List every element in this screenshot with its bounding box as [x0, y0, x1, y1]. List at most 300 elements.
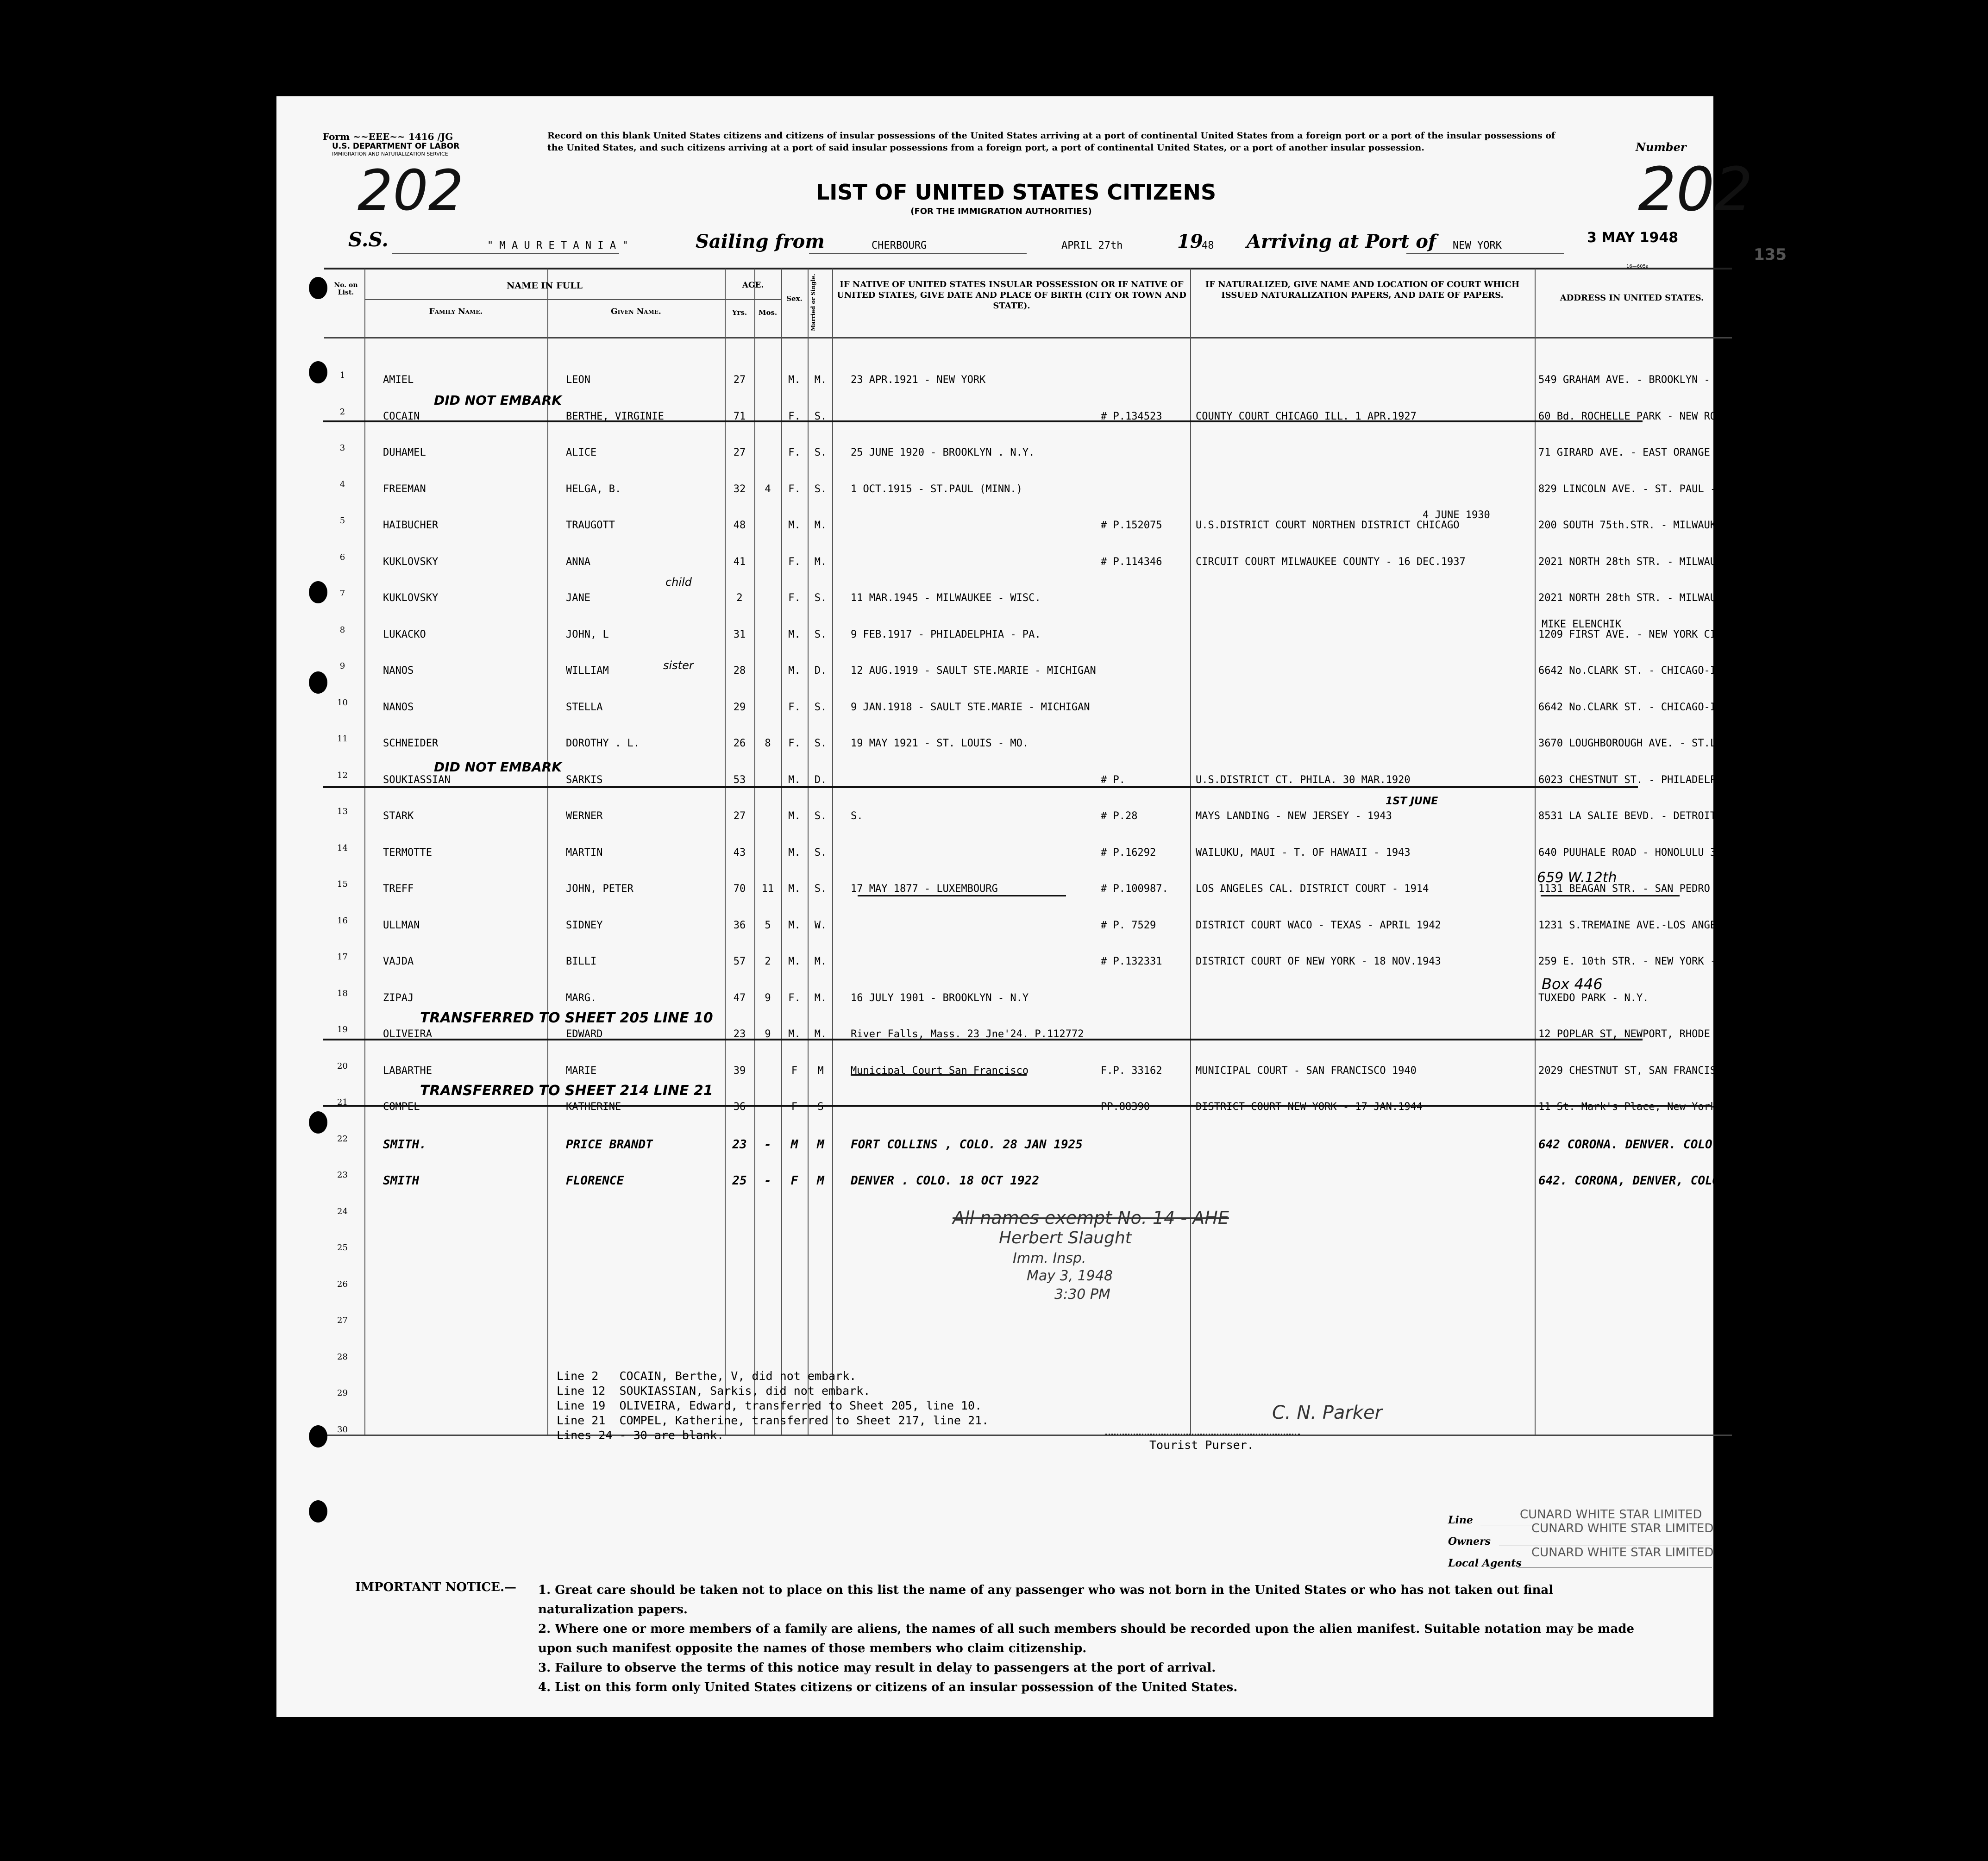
cell-sex: M. [788, 919, 801, 931]
cell-family: FREEMAN [383, 483, 426, 495]
cell-sex: M. [788, 1028, 801, 1040]
cell-yrs: 70 [733, 883, 746, 895]
cell-ms: M. [814, 992, 827, 1004]
cell-yrs: 36 [733, 919, 746, 931]
cell-ms: M [817, 1137, 824, 1152]
cell-sex: M. [788, 374, 801, 386]
cell-ms: M. [814, 956, 827, 967]
cell-no: 6 [339, 552, 345, 562]
cell-sex: F. [788, 447, 801, 458]
cell-ms: M [817, 1065, 824, 1077]
cell-yrs: 29 [733, 701, 746, 713]
cell-ms: M. [814, 520, 827, 531]
inspector-title: Imm. Insp. [1013, 1250, 1086, 1266]
cell-given: STELLA [566, 701, 603, 713]
binder-hole [309, 1425, 327, 1447]
cell-given: HELGA, B. [566, 483, 621, 495]
arrival-year: 19 [1728, 231, 1754, 252]
cell-family: OLIVEIRA [383, 1028, 432, 1040]
name-group-rule [364, 299, 754, 300]
form-instructions: Record on this blank United States citizens and citizens of insular possessions of the United States arriving at a port of continental United States from a foreign port or a port of the insular possessions of the United States, and such citizens arriving at a port of said insular possessions from a foreign port, a port of continental United States, or a port of another insular possession. [547, 131, 1555, 153]
cell-yrs: 26 [733, 738, 746, 749]
binder-hole [309, 1111, 327, 1134]
cell-mos: 9 [765, 992, 771, 1004]
cell-no: 19 [337, 1025, 348, 1034]
cell-given: LEON [566, 374, 590, 386]
cell-address: 71 GIRARD AVE. - EAST ORANGE - N.J [1538, 447, 1747, 458]
cell-birth: 9 JAN.1918 - SAULT STE.MARIE - MICHIGAN [851, 701, 1090, 713]
inspector-date: May 3, 1948 [1027, 1268, 1113, 1284]
cell-sex: M. [788, 883, 801, 895]
cell-no: 2 [339, 407, 345, 417]
binder-hole [309, 581, 327, 603]
strike-line-19 [323, 1039, 1643, 1040]
ship-name: " M A U R E T A N I A " [487, 240, 628, 251]
service-name: IMMIGRATION AND NATURALIZATION SERVICE [332, 151, 448, 157]
cell-family: LUKACKO [383, 628, 426, 640]
cell-no: 12 [337, 770, 348, 780]
cell-no: 4 [339, 479, 345, 489]
cell-no: 9 [339, 661, 345, 671]
department-name: U.S. DEPARTMENT OF LABOR [332, 142, 460, 151]
cell-birth: S. [851, 810, 863, 822]
purser-note-line: Lines 24 - 30 are blank. [557, 1429, 724, 1442]
cell-no: 18 [337, 988, 348, 998]
cell-yrs: 28 [733, 665, 746, 677]
cell-ms: S. [814, 701, 827, 713]
cell-birth: 9 FEB.1917 - PHILADELPHIA - PA. [851, 628, 1041, 640]
cell-family: SMITH [383, 1174, 420, 1188]
cell-sex: M. [788, 665, 801, 677]
number-label: Number [1636, 140, 1687, 154]
cell-no: 25 [337, 1243, 348, 1253]
col-months: Mos. [758, 308, 778, 317]
june-note-13: 1ST JUNE [1386, 796, 1438, 807]
cell-no: 22 [337, 1134, 348, 1144]
agents-stamp: CUNARD WHITE STAR LIMITED [1531, 1546, 1714, 1560]
arrival-port-rule [1406, 253, 1564, 254]
cell-address: 642 CORONA. DENVER. COLO. [1538, 1137, 1720, 1152]
cell-no: 23 [337, 1170, 348, 1180]
ss-label: S.S. [348, 228, 389, 251]
notice-item: 3. Failure to observe the terms of this notice may result in delay to passengers at the port of arrival. [538, 1661, 1216, 1675]
cell-family: ULLMAN [383, 919, 420, 931]
cell-yrs: 53 [733, 774, 746, 786]
cell-yrs: 23 [733, 1028, 746, 1040]
cell-mos: 9 [765, 1028, 771, 1040]
cell-birth: DENVER . COLO. 18 OCT 1922 [851, 1174, 1039, 1188]
age-group-rule [725, 299, 781, 300]
year-suffix: 48 [1202, 240, 1214, 251]
cell-family: STARK [383, 810, 414, 822]
cell-family: COMPEL [383, 1101, 420, 1113]
table-row [276, 1243, 1713, 1283]
cell-family: TERMOTTE [383, 846, 432, 858]
cell-given: PRICE BRANDT [566, 1137, 653, 1152]
cell-mos: - [764, 1137, 771, 1152]
arrival-port: NEW YORK [1453, 240, 1502, 251]
cell-birth: 25 JUNE 1920 - BROOKLYN . N.Y. [851, 447, 1035, 458]
cell-sex: F. [788, 592, 801, 604]
cell-no: 24 [337, 1206, 348, 1216]
strike-address-15 [1541, 895, 1680, 896]
cell-given: BERTHE, VIRGINIE [566, 410, 664, 422]
table-row [276, 770, 1772, 811]
cell-yrs: 2 [736, 592, 743, 604]
cell-passport: # P.16292 [1101, 846, 1156, 858]
sheet-number-left: 202 [357, 159, 464, 223]
cell-birth: 17 MAY 1877 - LUXEMBOURG [851, 883, 998, 895]
col-given-name: Given Name. [611, 307, 661, 316]
col-married-or-single: Married or Single. [810, 274, 816, 331]
cell-family: HAIBUCHER [383, 520, 439, 531]
manifest-sheet [276, 96, 1796, 1717]
cell-address: 2021 NORTH 28th STR. - MILWAUKEE - WISC. [1538, 592, 1784, 604]
cell-sex: M. [788, 520, 801, 531]
cell-address: 2029 CHESTNUT ST, SAN FRANCISCO, CALIF. [1538, 1065, 1778, 1077]
cell-family: DUHAMEL [383, 447, 426, 458]
cell-address: 12 POPLAR ST, NEWPORT, RHODE ISLAND [1538, 1028, 1753, 1040]
cell-sex: M. [788, 810, 801, 822]
address-fix-15: 659 W.12th [1537, 870, 1617, 886]
cell-family: SMITH. [383, 1137, 426, 1152]
purser-notes [557, 1369, 989, 1443]
purser-note-line: Line 2 COCAIN, Berthe, V, did not embark. [557, 1369, 857, 1383]
cell-address: 642. CORONA, DENVER, COLO. [1538, 1174, 1727, 1188]
purser-note-line: Line 12 SOUKIASSIAN, Sarkis, did not embark. [557, 1384, 871, 1397]
table-row [276, 443, 1747, 483]
table-row [276, 1170, 1727, 1210]
cell-sex: F. [788, 701, 801, 713]
strike-line-2 [323, 420, 1643, 422]
table-row [276, 843, 1753, 884]
cell-given: MARG. [566, 992, 597, 1004]
cell-no: 29 [337, 1388, 348, 1398]
cell-given: SARKIS [566, 774, 603, 786]
cell-no: 26 [337, 1279, 348, 1289]
table-row [276, 915, 1790, 956]
cell-sex: F. [788, 556, 801, 568]
cell-yrs: 48 [733, 520, 746, 531]
cell-passport: # P.132331 [1101, 956, 1162, 967]
cell-sex: M. [788, 846, 801, 858]
cell-no: 30 [337, 1424, 348, 1435]
cell-ms: S [817, 1101, 824, 1113]
cell-birth: River Falls, Mass. 23 Jne'24. P.112772 [851, 1028, 1084, 1040]
cell-given: FLORENCE [566, 1174, 624, 1188]
cell-address: 640 PUUHALE ROAD - HONOLULU 38 T.H. [1538, 846, 1753, 858]
cell-address: 1231 S.TREMAINE AVE.-LOS ANGELES 6-CALIF. [1538, 919, 1790, 931]
cell-no: 20 [337, 1061, 348, 1071]
cell-yrs: 36 [733, 1101, 746, 1113]
cell-address: 60 Bd. ROCHELLE PARK - NEW ROCHELLE - N.Y. [1538, 410, 1796, 422]
cell-family: VAJDA [383, 956, 414, 967]
cell-ms: M [817, 1174, 824, 1188]
cell-ms: W. [814, 919, 827, 931]
cell-mos: 5 [765, 919, 771, 931]
line-label: Line [1448, 1514, 1473, 1526]
cell-birth: Municipal Court San Francisco [851, 1065, 1029, 1077]
cell-mos: 8 [765, 738, 771, 749]
cell-yrs: 71 [733, 410, 746, 422]
cell-ms: S. [814, 628, 827, 640]
strike-court-20 [851, 1074, 1027, 1076]
cell-birth: 19 MAY 1921 - ST. LOUIS - MO. [851, 738, 1029, 749]
line-stamp: CUNARD WHITE STAR LIMITED [1520, 1508, 1702, 1522]
binder-hole [309, 361, 327, 383]
cell-given: WILLIAM [566, 665, 609, 677]
cell-ms: S. [814, 410, 827, 422]
cell-no: 21 [337, 1097, 348, 1107]
cell-court: MAYS LANDING - NEW JERSEY - 1943 [1196, 810, 1392, 822]
cell-no: 8 [339, 625, 345, 635]
cell-birth: FORT COLLINS , COLO. 28 JAN 1925 [851, 1137, 1083, 1152]
cell-address: 8531 LA SALIE BEVD. - DETROIT, MICH [1538, 810, 1753, 822]
binder-hole [309, 671, 327, 694]
cell-ms: S. [814, 846, 827, 858]
agents-rule [1518, 1567, 1712, 1568]
cell-given: ALICE [566, 447, 597, 458]
cell-no: 17 [337, 952, 348, 962]
sheet-number-right: 202 [1638, 154, 1753, 225]
cell-court: COUNTY COURT CHICAGO ILL. 1 APR.1927 [1196, 410, 1417, 422]
cell-given: JOHN, PETER [566, 883, 633, 895]
purser-note-line: Line 19 OLIVEIRA, Edward, transferred to Sheet 205, line 10. [557, 1399, 982, 1412]
cell-family: LABARTHE [383, 1065, 432, 1077]
col-naturalization: IF NATURALIZED, GIVE NAME AND LOCATION OF COURT WHICH ISSUED NATURALIZATION PAPERS, AND DATE OF PAPERS. [1205, 280, 1520, 300]
cell-no: 10 [337, 697, 348, 708]
arrival-date-stamp: 3 MAY 1948 [1587, 230, 1679, 246]
address-care-of-8: MIKE ELENCHIK [1542, 619, 1622, 630]
cell-family: KUKLOVSKY [383, 556, 439, 568]
notice-item: 1. Great care should be taken not to place on this list the name of any passenger who was not born in the United States or who has not taken out final naturalization papers. [538, 1583, 1554, 1617]
cell-sex: F [790, 1174, 798, 1188]
cell-no: 5 [339, 516, 345, 526]
sailing-label: Sailing from [696, 231, 825, 252]
cell-sex: M. [788, 628, 801, 640]
notice-item: 4. List on this form only United States citizens or citizens of an insular possession of the United States. [538, 1680, 1238, 1694]
cell-no: 7 [339, 589, 345, 598]
cell-address: 549 GRAHAM AVE. - BROOKLYN - N.Y. [1538, 374, 1741, 386]
cell-ms: S. [814, 447, 827, 458]
cell-passport: # P.152075 [1101, 520, 1162, 531]
notice-heading: IMPORTANT NOTICE.— [355, 1580, 517, 1594]
strike-line-21 [323, 1105, 1712, 1107]
cell-yrs: 57 [733, 956, 746, 967]
cell-given: SIDNEY [566, 919, 603, 931]
cell-yrs: 31 [733, 628, 746, 640]
cell-passport: # P. 7529 [1101, 919, 1156, 931]
transfer-note-19: TRANSFERRED TO SHEET 205 LINE 10 [420, 1010, 713, 1026]
col-family-name: Family Name. [429, 307, 483, 316]
cell-given: JOHN, L [566, 628, 609, 640]
table-row [276, 479, 1753, 520]
cell-address: 259 E. 10th STR. - NEW YORK - N.Y. [1538, 956, 1747, 967]
col-sex: Sex. [786, 295, 803, 303]
col-no: No. on List. [334, 282, 358, 296]
cell-no: 14 [337, 843, 348, 853]
form-subtitle: (FOR THE IMMIGRATION AUTHORITIES) [910, 207, 1092, 216]
cell-given: ANNA [566, 556, 590, 568]
table-row [276, 589, 1784, 629]
table-row [276, 879, 1766, 920]
owners-label: Owners [1448, 1535, 1491, 1548]
cell-sex: F. [788, 483, 801, 495]
col-years: Yrs. [732, 308, 747, 317]
cell-yrs: 23 [732, 1137, 747, 1152]
purser-signature-rule [1105, 1434, 1300, 1435]
cell-given: EDWARD [566, 1028, 603, 1040]
binder-hole [309, 277, 327, 299]
cell-passport: F.P. 33162 [1101, 1065, 1162, 1077]
cell-sex: M. [788, 774, 801, 786]
cell-no: 15 [337, 879, 348, 889]
cell-no: 16 [337, 915, 348, 926]
col-address: ADDRESS IN UNITED STATES. [1560, 293, 1704, 303]
sailing-port: CHERBOURG [872, 240, 927, 251]
cell-ms: S. [814, 738, 827, 749]
cell-family: COCAIN [383, 410, 420, 422]
naturalization-date-5: 4 JUNE 1930 [1423, 509, 1490, 521]
cell-court: DISTRICT COURT OF NEW YORK - 18 NOV.1943 [1196, 956, 1441, 967]
cell-sex: F. [788, 992, 801, 1004]
cell-address: 200 SOUTH 75th.STR. - MILWAUKEE - WISC. [1538, 520, 1778, 531]
cell-family: ZIPAJ [383, 992, 414, 1004]
footer-code: 16—605 [1754, 1657, 1773, 1662]
cell-passport: # P.114346 [1101, 556, 1162, 568]
cell-given: KATHERINE [566, 1101, 621, 1113]
cell-yrs: 27 [733, 810, 746, 822]
cell-yrs: 32 [733, 483, 746, 495]
cell-address: TUXEDO PARK - N.Y. [1538, 992, 1649, 1004]
cell-court: DISTRICT COURT NEW YORK - 17 JAN.1944 [1196, 1101, 1423, 1113]
cell-passport: PP.88390 [1101, 1101, 1150, 1113]
cell-sex: F [791, 1101, 798, 1113]
form-number: Form ~~EEE~~ 1416 /JG [323, 131, 453, 142]
notice-items [538, 1580, 1636, 1697]
table-row [276, 1316, 1713, 1356]
cell-passport: # P.134523 [1101, 410, 1162, 422]
agents-label: Local Agents [1448, 1557, 1522, 1569]
col-native-birth: IF NATIVE OF UNITED STATES INSULAR POSSESSION OR IF NATIVE OF UNITED STATES, GIVE DATE AND PLACE OF BIRTH (CITY OR TOWN AND STATE). [837, 280, 1186, 311]
cell-family: SOUKIASSIAN [383, 774, 451, 786]
cell-ms: M. [814, 374, 827, 386]
cell-ms: D. [814, 665, 827, 677]
table-row [276, 661, 1735, 702]
cell-address: 3670 LOUGHBOROUGH AVE. - ST.LOUIS- MO. [1538, 738, 1772, 749]
cell-passport: # P.100987. [1101, 883, 1168, 895]
cell-no: 11 [337, 734, 348, 744]
cell-yrs: 27 [733, 447, 746, 458]
table-row [276, 407, 1796, 447]
cell-birth: 16 JULY 1901 - BROOKLYN - N.Y [851, 992, 1029, 1004]
col-name-in-full: NAME IN FULL [507, 281, 583, 291]
cell-given: WERNER [566, 810, 603, 822]
cell-sex: M [790, 1137, 798, 1152]
cell-given: MARTIN [566, 846, 603, 858]
cell-address: 2021 NORTH 28th STR. - MILWAUKEE - WISC. [1538, 556, 1784, 568]
did-not-embark-note-12: DID NOT EMBARK [434, 759, 562, 775]
purser-title: Tourist Purser. [1149, 1438, 1254, 1452]
cell-court: U.S.DISTRICT CT. PHILA. 30 MAR.1920 [1196, 774, 1411, 786]
cell-ms: D. [814, 774, 827, 786]
notice-item: 2. Where one or more members of a family are aliens, the names of all such members should be recorded upon the alien manifest. Suitable notation may be made upon such manifest opposite the names of those members who claim citizenship. [538, 1622, 1635, 1655]
sailing-date: APRIL 27th [1061, 240, 1123, 251]
cell-mos: 4 [765, 483, 771, 495]
inspector-signature: Herbert Slaught [999, 1228, 1132, 1247]
table-row [276, 516, 1778, 556]
page-reference: 135 [1754, 245, 1787, 264]
table-row [276, 807, 1753, 847]
table-top-rule [324, 268, 1732, 269]
sailing-rule [809, 253, 1027, 254]
cell-birth: 11 MAR.1945 - MILWAUKEE - WISC. [851, 592, 1041, 604]
purser-note-line: Line 21 COMPEL, Katherine, transferred to Sheet 217, line 21. [557, 1414, 989, 1427]
arriving-label: Arriving at Port of [1247, 231, 1436, 252]
cell-ms: M. [814, 1028, 827, 1040]
cell-address: 11 St. Mark's Place, New York N.Y. [1538, 1101, 1747, 1113]
cell-address: 6023 CHESTNUT ST. - PHILADELPHIA - PA. [1538, 774, 1772, 786]
cell-address: 1209 FIRST AVE. - NEW YORK CITY [1538, 628, 1729, 640]
cell-address: 6642 No.CLARK ST. - CHICAGO-ILL. [1538, 665, 1735, 677]
cell-given: JANE [566, 592, 590, 604]
cell-ms: S. [814, 483, 827, 495]
ship-rule [392, 253, 619, 254]
cell-no: 1 [339, 370, 345, 380]
col-age: AGE. [742, 281, 764, 290]
cell-ms: S. [814, 810, 827, 822]
cell-birth: 1 OCT.1915 - ST.PAUL (MINN.) [851, 483, 1022, 495]
cell-family: NANOS [383, 665, 414, 677]
cell-family: TREFF [383, 883, 414, 895]
cell-given: BILLI [566, 956, 597, 967]
strike-birth-15 [858, 895, 1066, 896]
inspector-time: 3:30 PM [1054, 1286, 1110, 1303]
cell-mos: 2 [765, 956, 771, 967]
child-note: child [665, 576, 692, 589]
year-prefix: 19 [1177, 231, 1203, 252]
cell-given: MARIE [566, 1065, 597, 1077]
cell-court: DISTRICT COURT WACO - TEXAS - APRIL 1942 [1196, 919, 1441, 931]
cell-birth: 12 AUG.1919 - SAULT STE.MARIE - MICHIGAN [851, 665, 1096, 677]
header-bottom-rule [324, 337, 1732, 338]
binder-hole [309, 1500, 327, 1523]
purser-signature: C. N. Parker [1272, 1402, 1383, 1423]
strike-line-12 [323, 786, 1638, 788]
table-row [276, 697, 1735, 738]
form-title: LIST OF UNITED STATES CITIZENS [816, 180, 1217, 205]
cell-sex: F [791, 1065, 798, 1077]
cell-mos: - [764, 1174, 771, 1188]
cell-court: LOS ANGELES CAL. DISTRICT COURT - 1914 [1196, 883, 1429, 895]
cell-court: MUNICIPAL COURT - SAN FRANCISCO 1940 [1196, 1065, 1417, 1077]
cell-yrs: 25 [732, 1174, 747, 1188]
cell-no: 27 [337, 1316, 348, 1325]
table-row [276, 1025, 1753, 1065]
table-row [276, 552, 1784, 593]
cell-yrs: 47 [733, 992, 746, 1004]
cell-yrs: 27 [733, 374, 746, 386]
cell-yrs: 39 [733, 1065, 746, 1077]
cell-no: 13 [337, 807, 348, 816]
table-row [276, 1134, 1720, 1174]
table-row [276, 1352, 1713, 1392]
cell-given: TRAUGOTT [566, 520, 615, 531]
cell-birth: 23 APR.1921 - NEW YORK [851, 374, 986, 386]
table-row [276, 1424, 1713, 1465]
cell-given: DOROTHY . L. [566, 738, 640, 749]
cell-yrs: 43 [733, 846, 746, 858]
